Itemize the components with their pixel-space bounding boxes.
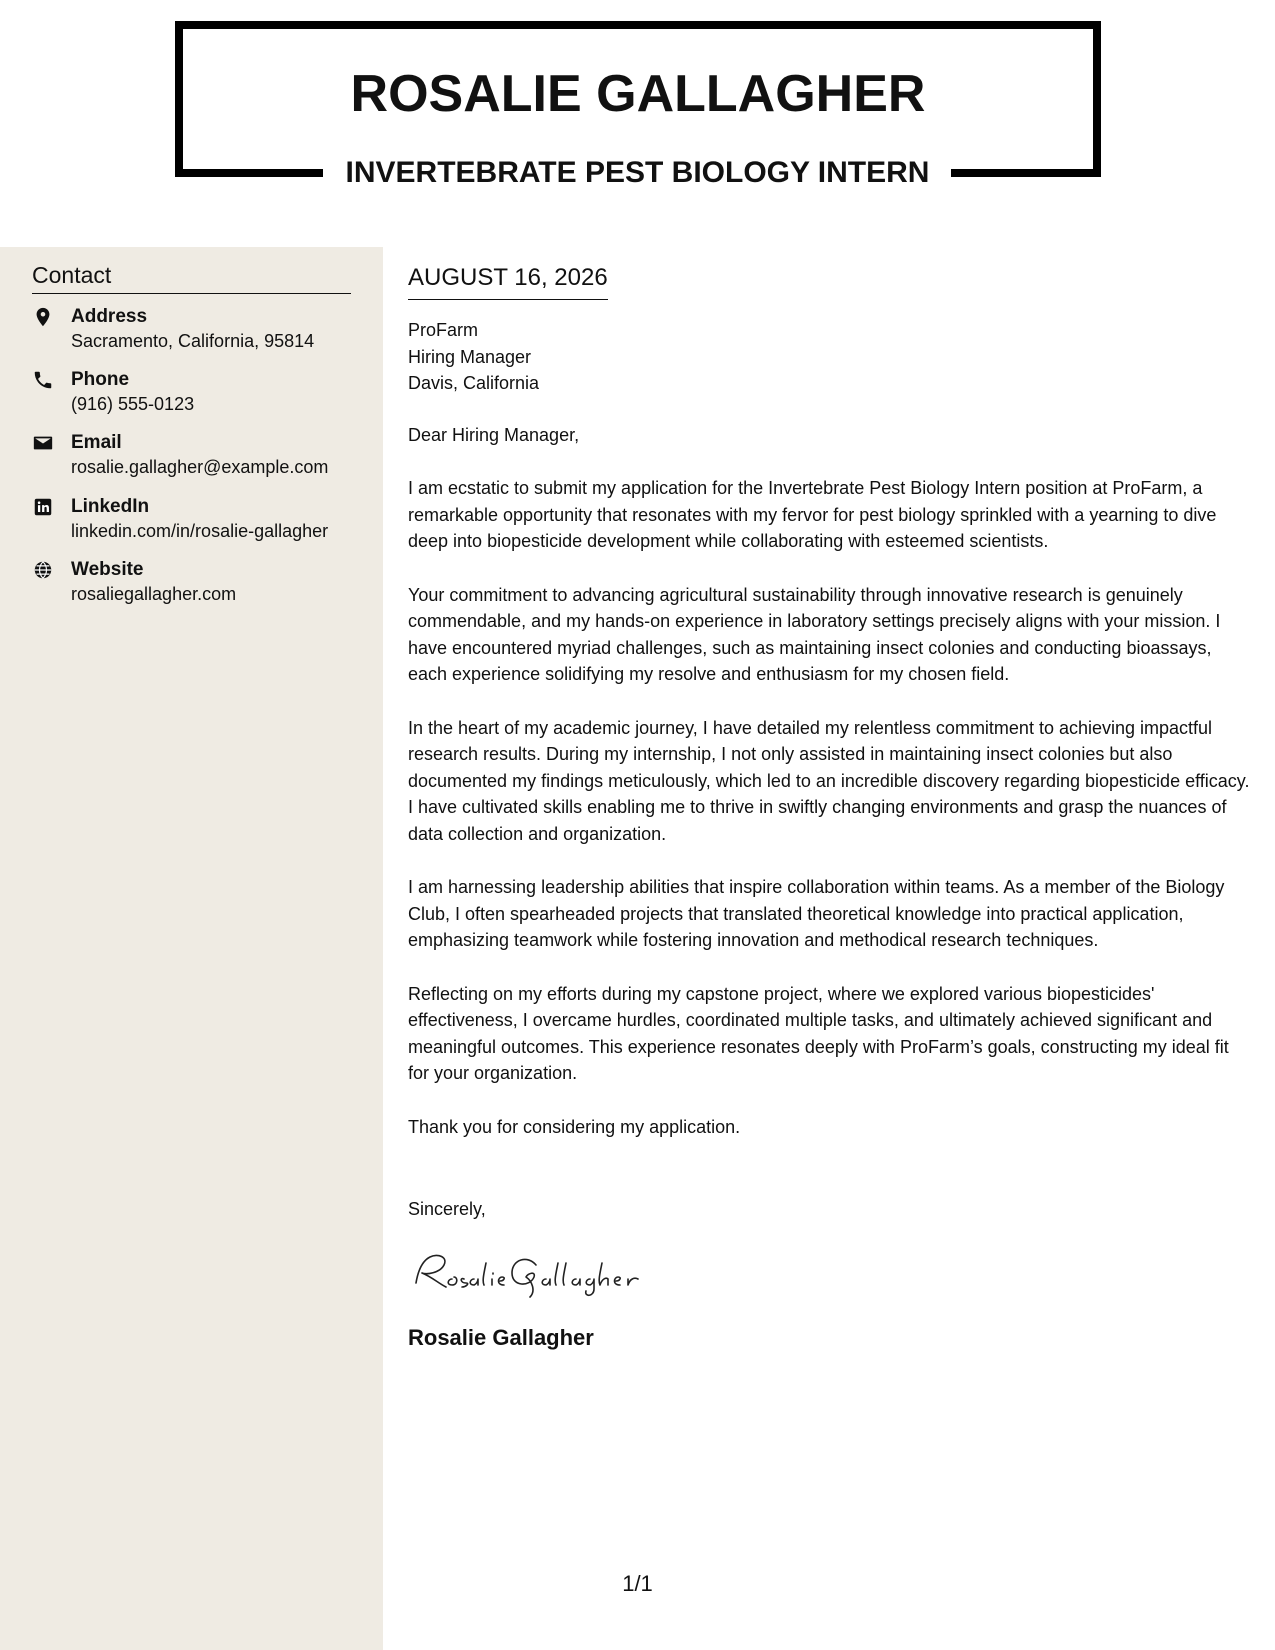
linkedin-icon	[32, 496, 54, 518]
letter-date: AUGUST 16, 2026	[408, 262, 608, 300]
globe-icon	[32, 559, 54, 581]
header-frame-bottom-right	[951, 169, 1101, 177]
body-paragraph: Thank you for considering my application.	[408, 1116, 741, 1137]
job-title: INVERTEBRATE PEST BIOLOGY INTERN	[345, 156, 930, 189]
body-paragraph: I am harnessing leadership abilities that inspire collaboration within teams. As a member of the Biology Club, I often spearheaded projects that translated theoretical knowledge into practical application, emphasizing teamwork while fostering innovation and methodical research techniques.	[408, 877, 1225, 950]
contact-value: Sacramento, California, 95814	[71, 331, 315, 351]
location-pin-icon	[32, 306, 54, 328]
contact-label: LinkedIn	[71, 496, 150, 517]
contact-label: Website	[71, 559, 144, 580]
letter-body	[408, 262, 1253, 1352]
body-paragraph: In the heart of my academic journey, I have detailed my relentless commitment to achieving impactful research results. During my internship, I not only assisted in maintaining insect colonies but also documented my findings meticulously, which led to an incredible discovery regarding biopesticide efficacy. I have cultivated skills enabling me to thrive in swiftly changing environments and grasp the nuances of data collection and organization.	[408, 717, 1250, 844]
phone-icon	[32, 369, 54, 391]
body-paragraph: I am ecstatic to submit my application for the Invertebrate Pest Biology Intern position at ProFarm, a remarkable opportunity that resonates with my fervor for pest biology sprinkled with a yearning to dive deep into biopesticide development while collaborating with esteemed scientists.	[408, 478, 1217, 551]
contact-heading: Contact	[32, 259, 351, 294]
contact-label: Email	[71, 432, 122, 453]
contact-value: rosalie.gallagher@example.com	[71, 457, 329, 477]
closing: Sincerely,	[408, 1199, 486, 1219]
handwritten-signature	[408, 1243, 678, 1299]
envelope-icon	[32, 432, 54, 454]
page-number: 1/1	[622, 1571, 653, 1596]
body-paragraph: Your commitment to advancing agricultural sustainability through innovative research is genuinely commendable, and my hands-on experience in laboratory settings precisely aligns with your mission. I have encountered myriad challenges, such as maintaining insect colonies and conducting bioassays, each experience solidifying my resolve and enthusiasm for my chosen field.	[408, 584, 1221, 684]
applicant-name: ROSALIE GALLAGHER	[350, 65, 926, 123]
salutation: Dear Hiring Manager,	[408, 424, 580, 445]
recipient-role: Hiring Manager	[408, 346, 532, 367]
contact-value: rosaliegallagher.com	[71, 584, 237, 604]
body-paragraph: Reflecting on my efforts during my capstone project, where we explored various biopesticides' effectiveness, I overcame hurdles, coordinated multiple tasks, and ultimately achieved significant and meaningful outcomes. This experience resonates deeply with ProFarm’s goals, constructing my ideal fit for your organization.	[408, 983, 1229, 1083]
recipient-block	[408, 317, 1253, 397]
signer-name: Rosalie Gallagher	[408, 1324, 594, 1350]
contact-value: linkedin.com/in/rosalie-gallagher	[71, 521, 329, 541]
contact-value: (916) 555-0123	[71, 394, 195, 414]
contact-label: Phone	[71, 369, 130, 390]
header-frame-bottom-left	[175, 169, 323, 177]
recipient-company: ProFarm	[408, 320, 479, 340]
contact-label: Address	[71, 306, 148, 327]
recipient-location: Davis, California	[408, 373, 540, 393]
